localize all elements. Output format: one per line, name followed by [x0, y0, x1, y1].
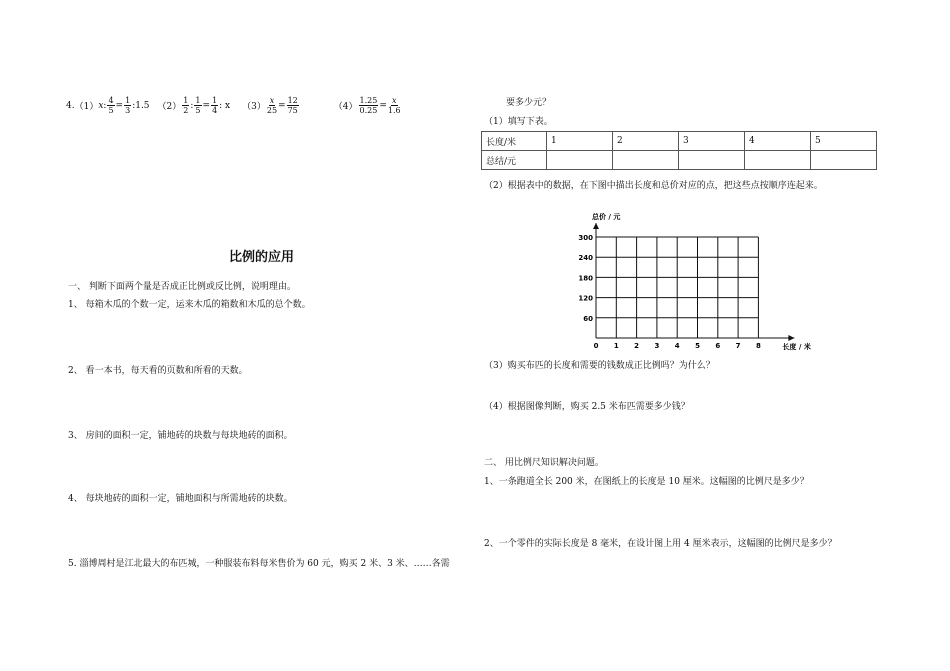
- price-table: [481, 131, 877, 170]
- subquestion-2: （2）根据表中的数据，在下图中描出长度和总价对应的点，把这些点按顺序连起来。: [484, 181, 823, 191]
- eq4-label: （4）: [333, 102, 358, 112]
- table-cell-empty[interactable]: [547, 151, 613, 170]
- y-tick-label: 240: [578, 254, 593, 263]
- left-item-2: 2、 看一本书，每天看的页数和所看的天数。: [68, 366, 248, 376]
- eq1-tail: :1.5: [132, 100, 150, 111]
- subquestion-1: （1）填写下表。: [484, 117, 553, 127]
- eq2-label: （2）: [157, 102, 182, 112]
- eq1-var: x: [98, 100, 104, 111]
- table-header-total: 总结/元: [482, 151, 547, 170]
- equations-row: 4. （1） x : $\frac{4}{5}$ = $\frac{1}{3}$ :1.5 （2） $\frac{1}{2}$ : $\frac{1}{5}$ = $\frac{1}{4}$ : x （3） $\frac{x}{25}$ = $\frac{12}{75}$ （4） $\frac{1.25}{0.25}$ = $\frac{x}{1.6}$: [66, 96, 401, 115]
- table-cell-empty[interactable]: [811, 151, 877, 170]
- table-header-length: 长度/米: [482, 132, 547, 151]
- y-tick-label: 60: [583, 314, 593, 323]
- table-cell: 4: [745, 132, 811, 151]
- eq2-tail: : x: [219, 100, 231, 111]
- x-tick-label: 3: [654, 342, 660, 350]
- eq4-frac2: $\frac{x}{1.6}$: [387, 96, 401, 115]
- table-cell: 5: [811, 132, 877, 151]
- x-tick-label: 8: [755, 342, 761, 350]
- scale-question-1: 1、一条跑道全长 200 米，在图纸上的长度是 10 厘米。这幅图的比例尺是多少？: [484, 477, 809, 487]
- y-tick-label: 120: [578, 294, 593, 303]
- table-cell-empty[interactable]: [679, 151, 745, 170]
- question-number: 4.: [66, 100, 75, 111]
- left-item-3: 3、 房间的面积一定，铺地砖的块数与每块地砖的面积。: [68, 431, 293, 441]
- eq3-label: （3）: [242, 102, 266, 112]
- table-row: [482, 132, 877, 151]
- scale-question-2: 2、一个零件的实际长度是 8 毫米，在设计图上用 4 厘米表示，这幅图的比例尺是多少？: [484, 539, 837, 549]
- eq2-frac1: $\frac{1}{2}$: [183, 96, 189, 115]
- table-cell-empty[interactable]: [745, 151, 811, 170]
- left-item-5: 5. 淄博周村是江北最大的布匹城，一种服装布料每米售价为 60 元，购买 2 米、3 米、……各需: [68, 559, 450, 569]
- table-row: [482, 151, 877, 170]
- eq1-frac2: $\frac{1}{3}$: [125, 96, 131, 115]
- x-tick-label: 4: [674, 342, 680, 350]
- item-5-continuation: 要多少元？: [506, 98, 552, 108]
- eq1-sep: :: [103, 100, 107, 111]
- price-length-chart: [570, 210, 830, 355]
- x-axis-label: 长度 / 米: [782, 343, 811, 351]
- y-tick-label: 300: [578, 234, 593, 242]
- eq2-frac2: $\frac{1}{5}$: [195, 96, 201, 115]
- subquestion-3: （3）购买布匹的长度和需要的钱数成正比例吗？为什么？: [484, 361, 715, 371]
- y-axis-label: 总价 / 元: [592, 213, 621, 221]
- eq3-frac2: $\frac{12}{75}$: [287, 96, 298, 115]
- left-item-4: 4、 每块地砖的面积一定，铺地面积与所需地砖的块数。: [68, 494, 293, 504]
- eq1-label: （1）: [74, 102, 99, 112]
- x-tick-label: 2: [634, 342, 640, 350]
- section-1-heading: 一、 判断下面两个量是否成正比例或反比例，说明理由。: [68, 282, 296, 292]
- y-axis-arrow-icon: [593, 223, 599, 229]
- x-tick-label: 6: [715, 342, 721, 350]
- page-title: 比例的应用: [229, 250, 295, 265]
- x-tick-label: 0: [593, 342, 599, 350]
- table-cell: 2: [613, 132, 679, 151]
- x-tick-label: 7: [735, 342, 741, 350]
- x-axis-arrow-icon: [788, 335, 794, 341]
- eq2-frac3: $\frac{1}{4}$: [212, 96, 218, 115]
- table-cell-empty[interactable]: [613, 151, 679, 170]
- table-cell: 3: [679, 132, 745, 151]
- x-tick-label: 5: [695, 342, 700, 350]
- x-tick-label: 1: [613, 342, 619, 350]
- y-tick-label: 180: [578, 274, 593, 283]
- subquestion-4: （4）根据图像判断，购买 2.5 米布匹需要多少钱？: [484, 402, 690, 412]
- eq1-frac1: $\frac{4}{5}$: [108, 96, 114, 115]
- section-2-heading: 二、 用比例尺知识解决问题。: [484, 458, 604, 468]
- eq4-frac1: $\frac{1.25}{0.25}$: [359, 96, 378, 115]
- table-cell: 1: [547, 132, 613, 151]
- eq3-frac1: $\frac{x}{25}$: [266, 96, 278, 115]
- left-item-1: 1、 每箱木瓜的个数一定，运来木瓜的箱数和木瓜的总个数。: [68, 300, 311, 310]
